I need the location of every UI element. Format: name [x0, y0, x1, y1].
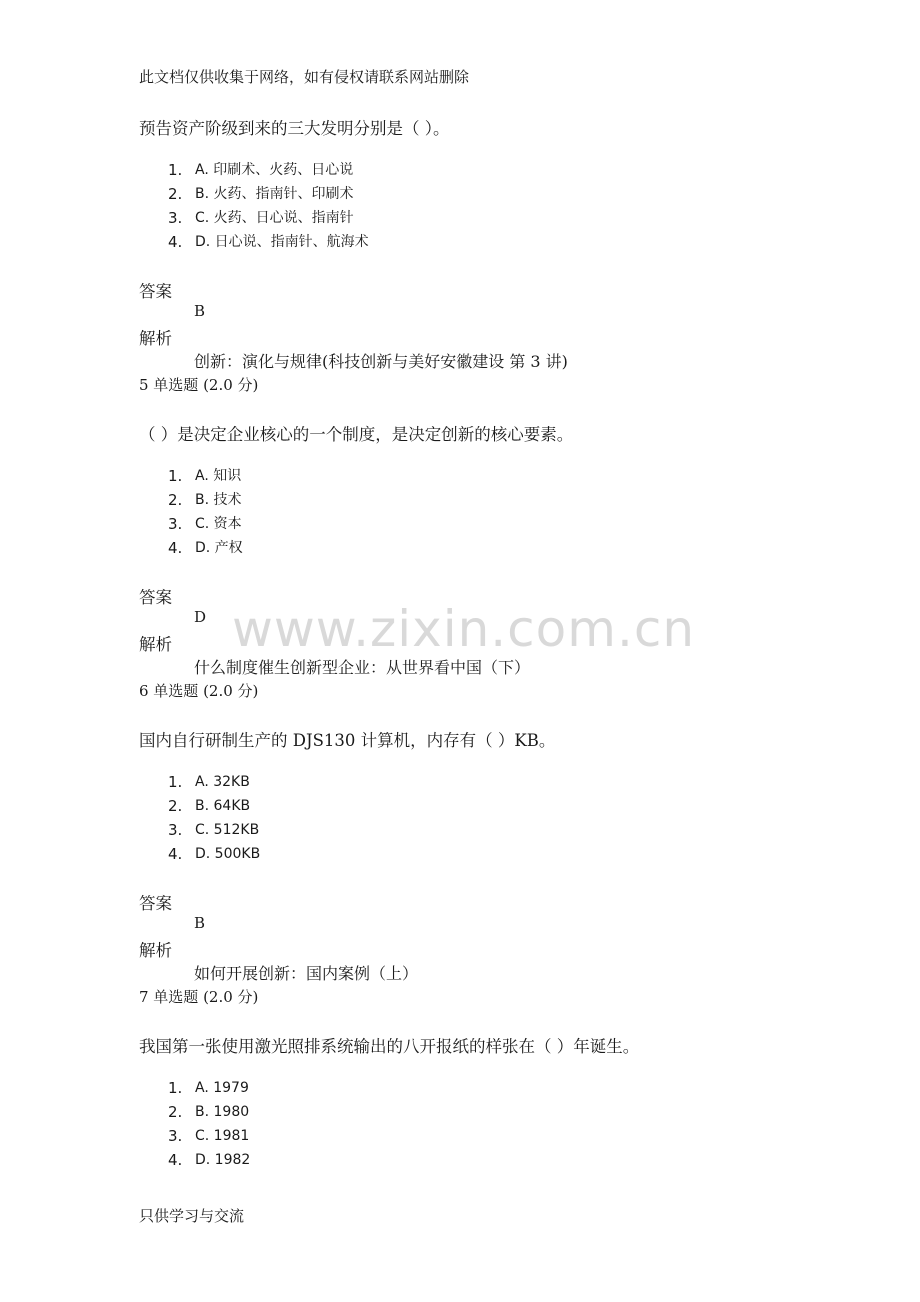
question-meta: 5 单选题 (2.0 分) — [139, 376, 259, 394]
option-item — [168, 158, 369, 182]
option-number: 4. — [168, 233, 183, 251]
question-meta: 6 单选题 (2.0 分) — [139, 682, 259, 700]
option-text: A. 1979 — [195, 1080, 249, 1096]
option-number: 4. — [168, 845, 183, 863]
option-number: 2. — [168, 797, 183, 815]
option-number: 1. — [168, 1079, 183, 1097]
question-text: （ ）是决定企业核心的一个制度，是决定创新的核心要素。 — [139, 425, 574, 444]
option-item — [168, 842, 260, 866]
option-text: B. 64KB — [195, 798, 251, 814]
option-text: D. 产权 — [195, 540, 243, 556]
explanation-text: 创新：演化与规律(科技创新与美好安徽建设 第 3 讲) — [194, 352, 568, 371]
footer-note: 只供学习与交流 — [139, 1207, 245, 1225]
answer-label: 答案 — [139, 588, 172, 607]
option-item — [168, 536, 243, 560]
option-number: 2. — [168, 491, 183, 509]
option-item — [168, 770, 260, 794]
question-text: 国内自行研制生产的 DJS130 计算机，内存有（ ）KB。 — [139, 731, 556, 750]
answer-label: 答案 — [139, 894, 172, 913]
option-list — [168, 770, 260, 866]
option-item — [168, 512, 243, 536]
option-text: D. 1982 — [195, 1152, 251, 1168]
option-list — [168, 1076, 250, 1172]
question-text: 预告资产阶级到来的三大发明分别是（ ）。 — [139, 119, 450, 138]
option-number: 3. — [168, 209, 183, 227]
option-text: A. 印刷术、火药、日心说 — [195, 162, 354, 178]
option-number: 1. — [168, 161, 183, 179]
option-item — [168, 464, 243, 488]
option-item — [168, 1124, 250, 1148]
option-item — [168, 818, 260, 842]
option-text: C. 1981 — [195, 1128, 250, 1144]
option-item — [168, 206, 369, 230]
option-text: A. 知识 — [195, 468, 242, 484]
watermark: www.zixin.com.cn — [232, 600, 696, 658]
question-text: 我国第一张使用激光照排系统输出的八开报纸的样张在（ ）年诞生。 — [139, 1037, 640, 1056]
answer-value: B — [194, 914, 206, 932]
answer-label: 答案 — [139, 282, 172, 301]
option-text: C. 资本 — [195, 516, 242, 532]
option-text: D. 日心说、指南针、航海术 — [195, 234, 369, 250]
explanation-label: 解析 — [139, 635, 172, 654]
answer-value: B — [194, 302, 206, 320]
option-number: 4. — [168, 539, 183, 557]
explanation-label: 解析 — [139, 329, 172, 348]
option-text: A. 32KB — [195, 774, 250, 790]
explanation-label: 解析 — [139, 941, 172, 960]
option-number: 4. — [168, 1151, 183, 1169]
option-text: C. 512KB — [195, 822, 260, 838]
option-item — [168, 794, 260, 818]
option-list — [168, 158, 369, 254]
option-item — [168, 182, 369, 206]
option-number: 1. — [168, 773, 183, 791]
option-text: B. 1980 — [195, 1104, 250, 1120]
option-list — [168, 464, 243, 560]
option-item — [168, 230, 369, 254]
option-text: B. 火药、指南针、印刷术 — [195, 186, 354, 202]
question-meta: 7 单选题 (2.0 分) — [139, 988, 259, 1006]
option-number: 3. — [168, 821, 183, 839]
option-number: 1. — [168, 467, 183, 485]
explanation-text: 什么制度催生创新型企业：从世界看中国（下） — [194, 658, 531, 677]
option-text: C. 火药、日心说、指南针 — [195, 210, 354, 226]
option-number: 2. — [168, 185, 183, 203]
option-item — [168, 488, 243, 512]
header-note: 此文档仅供收集于网络，如有侵权请联系网站删除 — [139, 68, 470, 86]
option-item — [168, 1148, 250, 1172]
option-text: B. 技术 — [195, 492, 242, 508]
option-number: 3. — [168, 1127, 183, 1145]
option-item — [168, 1076, 250, 1100]
option-item — [168, 1100, 250, 1124]
option-number: 3. — [168, 515, 183, 533]
answer-value: D — [194, 608, 207, 626]
option-number: 2. — [168, 1103, 183, 1121]
explanation-text: 如何开展创新：国内案例（上） — [194, 964, 419, 983]
option-text: D. 500KB — [195, 846, 261, 862]
